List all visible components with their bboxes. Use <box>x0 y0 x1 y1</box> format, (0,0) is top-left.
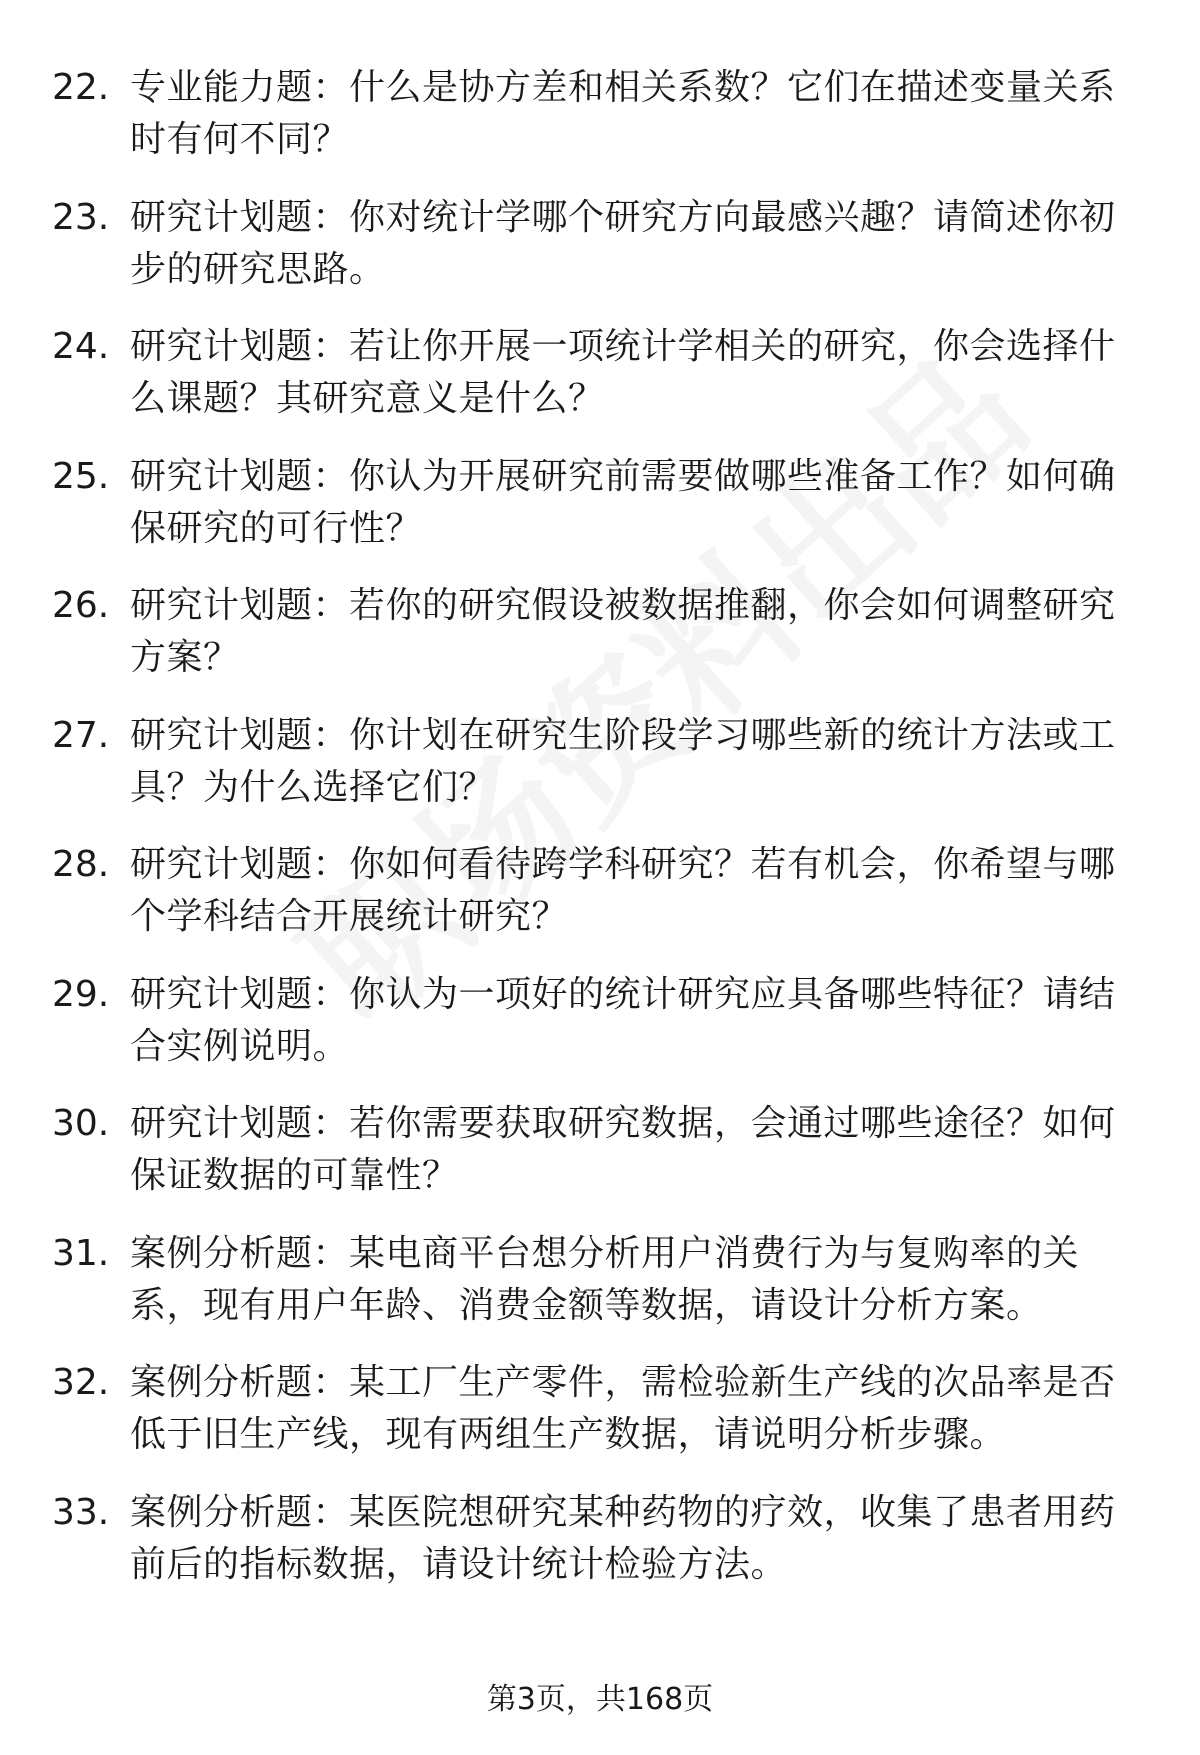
question-number: 30. <box>52 1103 110 1144</box>
question-list <box>0 52 1200 1606</box>
question-number: 27. <box>52 714 110 756</box>
question-text: 研究计划题：你如何看待跨学科研究？若有机会，你希望与哪个学科结合开展统计研究？ <box>130 844 1116 937</box>
question-number: 26. <box>52 585 110 626</box>
question-text: 案例分析题：某工厂生产零件，需检验新生产线的次品率是否低于旧生产线，现有两组生产数据，请说明分析步骤。 <box>130 1362 1116 1455</box>
question-text: 专业能力题：什么是协方差和相关系数？它们在描述变量关系时有何不同？ <box>130 67 1116 160</box>
question-number: 31. <box>52 1232 110 1274</box>
list-item <box>0 700 1200 830</box>
question-number: 25. <box>52 455 110 497</box>
page-indicator: 第3页，共168页 <box>486 1682 714 1717</box>
list-item <box>0 1088 1200 1218</box>
list-item <box>0 829 1200 959</box>
question-number: 28. <box>52 844 110 885</box>
question-text: 研究计划题：你认为一项好的统计研究应具备哪些特征？请结合实例说明。 <box>130 973 1116 1067</box>
question-text: 研究计划题：你计划在研究生阶段学习哪些新的统计方法或工具？为什么选择它们？ <box>130 714 1116 808</box>
question-number: 23. <box>52 196 110 238</box>
question-number: 29. <box>52 973 110 1015</box>
list-item <box>0 311 1200 441</box>
list-item <box>0 441 1200 571</box>
list-item <box>0 1218 1200 1348</box>
question-text: 研究计划题：你对统计学哪个研究方向最感兴趣？请简述你初步的研究思路。 <box>130 196 1116 290</box>
question-text: 研究计划题：若让你开展一项统计学相关的研究，你会选择什么课题？其研究意义是什么？ <box>130 326 1116 419</box>
question-number: 24. <box>52 326 110 367</box>
question-text: 研究计划题：你认为开展研究前需要做哪些准备工作？如何确保研究的可行性？ <box>130 455 1116 549</box>
question-text: 案例分析题：某电商平台想分析用户消费行为与复购率的关系，现有用户年龄、消费金额等数据，请设计分析方案。 <box>130 1232 1080 1326</box>
list-item <box>0 182 1200 312</box>
question-text: 研究计划题：若你需要获取研究数据，会通过哪些途径？如何保证数据的可靠性？ <box>130 1103 1116 1196</box>
list-item <box>0 52 1200 182</box>
question-number: 33. <box>52 1491 110 1533</box>
list-item <box>0 959 1200 1089</box>
list-item <box>0 1477 1200 1607</box>
question-number: 32. <box>52 1362 110 1403</box>
question-text: 研究计划题：若你的研究假设被数据推翻，你会如何调整研究方案？ <box>130 585 1116 678</box>
list-item <box>0 1347 1200 1477</box>
list-item <box>0 570 1200 700</box>
question-number: 22. <box>52 67 110 108</box>
question-text: 案例分析题：某医院想研究某种药物的疗效，收集了患者用药前后的指标数据，请设计统计检验方法。 <box>130 1491 1116 1585</box>
